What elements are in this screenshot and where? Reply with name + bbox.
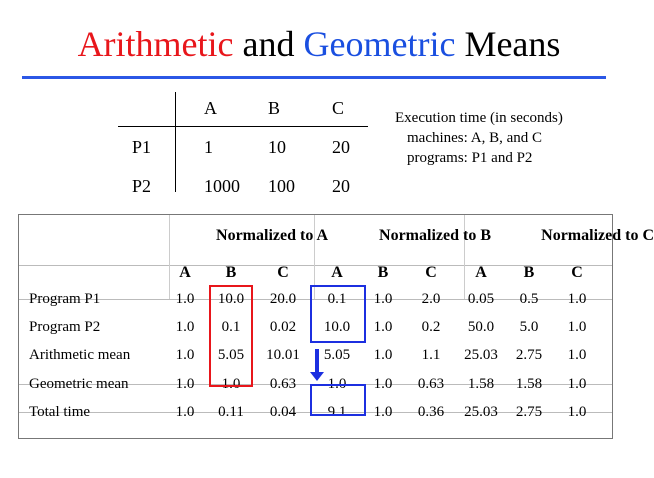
- geometric-mean-value: 1.0: [327, 376, 347, 392]
- title-means: Means: [464, 24, 561, 64]
- geometric-mean-value: 1.58: [467, 376, 495, 392]
- program-p2-value: 10.0: [323, 319, 351, 335]
- row-p2-label: P2: [132, 176, 152, 196]
- total-time-value: 0.04: [269, 404, 297, 420]
- arrow-down-icon: [310, 372, 324, 381]
- group-normalized-a: Normalized to A: [216, 227, 328, 244]
- program-p1-value: 20.0: [269, 291, 297, 307]
- arithmetic-mean-value: 25.03: [464, 347, 498, 363]
- arithmetic-mean-value: 10.01: [266, 347, 300, 363]
- table-horizontal-rule: [118, 126, 368, 127]
- arithmetic-mean-value: 2.75: [515, 347, 543, 363]
- geometric-mean-value: 1.0: [175, 376, 195, 392]
- header-a: A: [204, 98, 217, 118]
- row-p1-a: 1: [204, 137, 213, 157]
- arithmetic-mean-value: 1.0: [175, 347, 195, 363]
- total-time-value: 2.75: [515, 404, 543, 420]
- sub-header-b: B: [523, 264, 535, 281]
- description-machines: machines: A, B, and C: [407, 130, 542, 146]
- group-normalized-b: Normalized to B: [379, 227, 491, 244]
- program-p2-value: 1.0: [567, 319, 587, 335]
- program-p1-value: 1.0: [373, 291, 393, 307]
- program-p2-value: 1.0: [373, 319, 393, 335]
- total-time-value: 1.0: [373, 404, 393, 420]
- row-p2-a: 1000: [204, 176, 240, 196]
- total-time-value: 25.03: [464, 404, 498, 420]
- program-p2-value: 1.0: [175, 319, 195, 335]
- row-p2-c: 20: [332, 176, 350, 196]
- program-p2-label: Program P2: [29, 319, 101, 335]
- sub-header-b: B: [225, 264, 237, 281]
- geometric-mean-value: 1.58: [515, 376, 543, 392]
- program-p1-label: Program P1: [29, 291, 101, 307]
- program-p1-value: 10.0: [217, 291, 245, 307]
- sub-header-a: A: [179, 264, 191, 281]
- highlight-box-red: [209, 285, 253, 387]
- row-p1-b: 10: [268, 137, 286, 157]
- title-and: and: [242, 24, 295, 64]
- arrow-shaft: [315, 349, 319, 373]
- table-column-divider: [169, 215, 170, 299]
- program-p2-value: 5.0: [519, 319, 539, 335]
- program-p1-value: 0.05: [467, 291, 495, 307]
- total-time-value: 0.11: [218, 404, 244, 420]
- arithmetic-mean-value: 1.0: [373, 347, 393, 363]
- geometric-mean-value: 1.0: [373, 376, 393, 392]
- title-geometric: Geometric: [303, 24, 456, 64]
- title-underline: [22, 76, 606, 79]
- program-p2-value: 0.1: [221, 319, 241, 335]
- highlight-box-blue-bottom: [310, 384, 366, 416]
- geometric-mean-value: 1.0: [221, 376, 241, 392]
- program-p1-value: 0.1: [327, 291, 347, 307]
- sub-header-a: A: [475, 264, 487, 281]
- program-p1-value: 0.5: [519, 291, 539, 307]
- program-p1-value: 2.0: [421, 291, 441, 307]
- table-vertical-rule: [175, 92, 176, 192]
- total-time-value: 9.1: [327, 404, 347, 420]
- program-p1-value: 1.0: [567, 291, 587, 307]
- sub-header-c: C: [277, 264, 289, 281]
- total-time-value: 1.0: [567, 404, 587, 420]
- arithmetic-mean-value: 5.05: [217, 347, 245, 363]
- group-normalized-c: Normalized to C: [541, 227, 654, 244]
- program-p2-value: 50.0: [467, 319, 495, 335]
- program-p2-value: 0.02: [269, 319, 297, 335]
- geometric-mean-value: 0.63: [417, 376, 445, 392]
- slide-title: [0, 22, 638, 66]
- sub-header-b: B: [377, 264, 389, 281]
- title-arithmetic: Arithmetic: [77, 24, 234, 64]
- geometric-mean-value: 0.63: [269, 376, 297, 392]
- total-time-label: Total time: [29, 404, 91, 420]
- normalized-table: [18, 214, 654, 439]
- header-c: C: [332, 98, 345, 118]
- geometric-mean-label: Geometric mean: [29, 376, 129, 392]
- total-time-value: 1.0: [175, 404, 195, 420]
- row-p2-b: 100: [268, 176, 295, 196]
- description: [395, 108, 563, 168]
- arithmetic-mean-value: 1.0: [567, 347, 587, 363]
- arithmetic-mean-value: 1.1: [421, 347, 441, 363]
- arithmetic-mean-value: 5.05: [323, 347, 351, 363]
- program-p2-value: 0.2: [421, 319, 441, 335]
- arithmetic-mean-label: Arithmetic mean: [29, 347, 131, 363]
- execution-time-table: [118, 92, 370, 200]
- row-p1-c: 20: [332, 137, 350, 157]
- geometric-mean-value: 1.0: [567, 376, 587, 392]
- sub-header-a: A: [331, 264, 343, 281]
- header-b: B: [268, 98, 281, 118]
- sub-header-c: C: [571, 264, 583, 281]
- program-p1-value: 1.0: [175, 291, 195, 307]
- description-title: Execution time (in seconds): [395, 110, 563, 126]
- total-time-value: 0.36: [417, 404, 445, 420]
- highlight-box-blue-top: [310, 285, 366, 343]
- description-programs: programs: P1 and P2: [407, 150, 533, 166]
- sub-header-c: C: [425, 264, 437, 281]
- row-p1-label: P1: [132, 137, 152, 157]
